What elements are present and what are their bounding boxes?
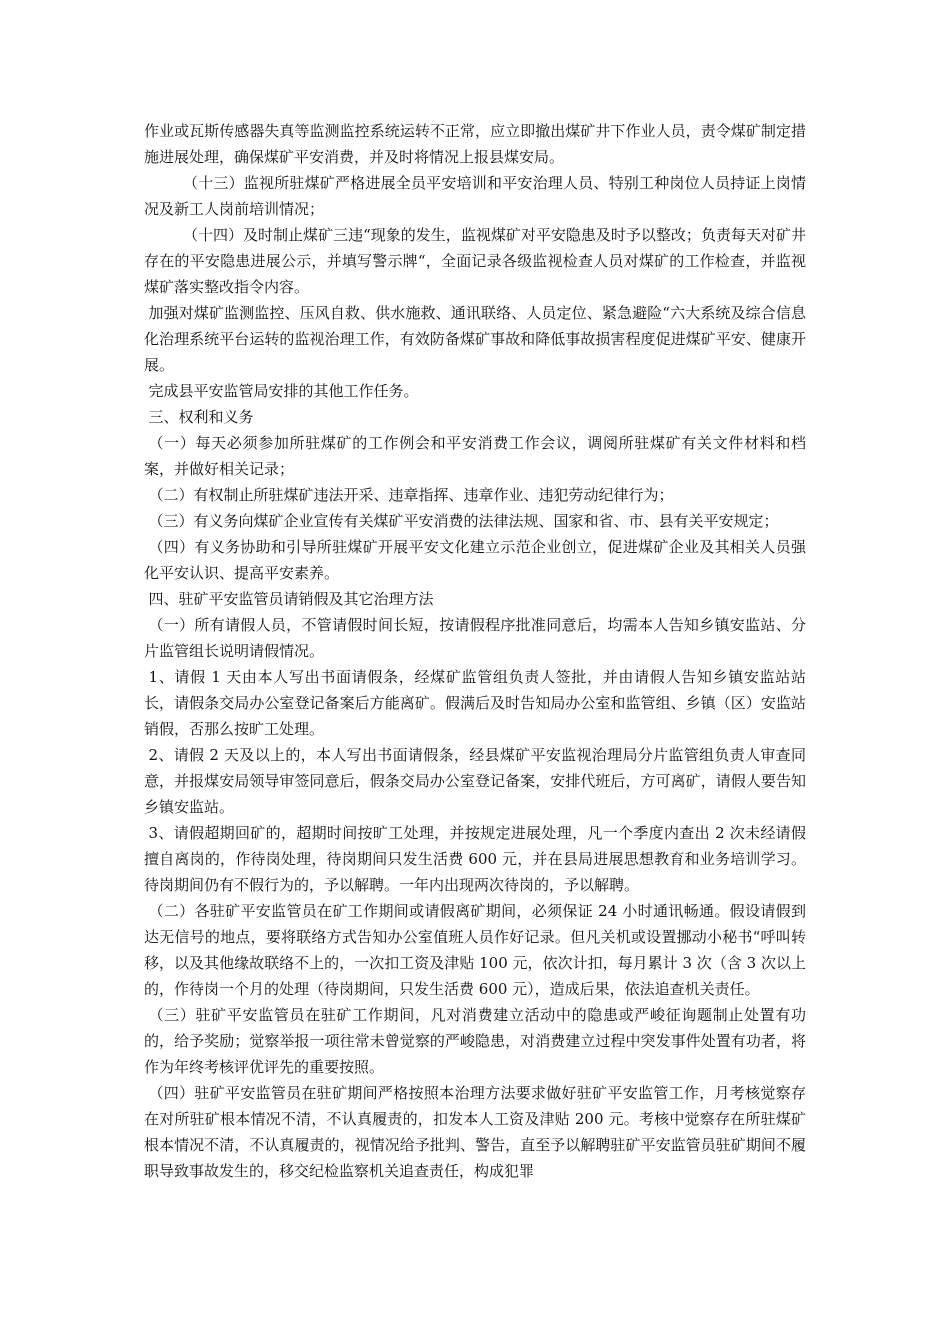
section-heading: 三、权利和义务 [148,408,254,426]
paragraph: （十三）监视所驻煤矿严格进展全员平安培训和平安治理人员、特别工种岗位人员持证上岗情况及新工人岗前培训情况； [144,174,806,218]
paragraph: 1、请假 1 天由本人写出书面请假条，经煤矿监管组负责人签批，并由请假人告知乡镇安监站站长，请假条交局办公室登记备案后方能离矿。假满后及时告知局办公室和监管组、乡镇（区）安监站销假，否那么按旷工处理。 [144,668,806,738]
paragraph: 加强对煤矿监测监控、压风自救、供水施救、通讯联络、人员定位、紧急避险“六大系统及综合信息化治理系统平台运转的监视治理工作，有效防备煤矿事故和降低事故损害程度促进煤矿平安、健康开展。 [144,304,806,374]
paragraph: （一）每天必须参加所驻煤矿的工作例会和平安消费工作会议，调阅所驻煤矿有关文件材料和档案，并做好相关记录； [144,434,806,478]
paragraph: 完成县平安监管局安排的其他工作任务。 [148,382,419,400]
paragraph: （一）所有请假人员，不管请假时间长短，按请假程序批准同意后，均需本人告知乡镇安监站、分片监管组长说明请假情况。 [144,616,806,660]
paragraph: （二）各驻矿平安监管员在矿工作期间或请假离矿期间，必须保证 24 小时通讯畅通。假设请假到达无信号的地点，要将联络方式告知办公室值班人员作好记录。但凡关机或设置挪动小秘书“呼叫转移，以及其他缘故联络不上的，一次扣工资及津贴 100 元，依次计扣，每月累计 3 次（含 3 次以上的，作待岗一个月的处理（待岗期间，只发生活费 600 元），造成后果，依法追查机关责任。 [144,902,806,998]
paragraph: 作业或瓦斯传感器失真等监测监控系统运转不正常，应立即撤出煤矿井下作业人员，责令煤矿制定措施进展处理，确保煤矿平安消费，并及时将情况上报县煤安局。 [144,122,806,166]
paragraph: （十四）及时制止煤矿三违“现象的发生，监视煤矿对平安隐患及时予以整改；负责每天对矿井存在的平安隐患进展公示，并填写警示牌“，全面记录各级监视检查人员对煤矿的工作检查，并监视煤矿落实整改指令内容。 [144,226,806,296]
paragraph: （二）有权制止所驻煤矿违法开采、违章指挥、违章作业、违犯劳动纪律行为； [148,486,674,504]
paragraph: （三）有义务向煤矿企业宣传有关煤矿平安消费的法律法规、国家和省、市、县有关平安规定； [148,512,779,530]
document-page [144,118,806,1184]
paragraph: （三）驻矿平安监管员在驻矿工作期间，凡对消费建立活动中的隐患或严峻征询题制止处置有功的，给予奖励；觉察举报一项往常未曾觉察的严峻隐患，对消费建立过程中突发事件处置有功者，将作为年终考核评优评先的重要按照。 [144,1006,806,1076]
paragraph: 3、请假超期回矿的，超期时间按旷工处理，并按规定进展处理，凡一个季度内查出 2 次未经请假擅自离岗的，作待岗处理，待岗期间只发生活费 600 元，并在县局进展思想教育和业务培训学习。待岗期间仍有不假行为的，予以解聘。一年内出现两次待岗的，予以解聘。 [144,824,806,894]
section-heading: 四、驻矿平安监管员请销假及其它治理方法 [148,590,434,608]
paragraph: （四）有义务协助和引导所驻煤矿开展平安文化建立示范企业创立，促进煤矿企业及其相关人员强化平安认识、提高平安素养。 [144,538,806,582]
paragraph: 2、请假 2 天及以上的，本人写出书面请假条，经县煤矿平安监视治理局分片监管组负责人审查同意，并报煤安局领导审签同意后，假条交局办公室登记备案，安排代班后，方可离矿，请假人要告知乡镇安监站。 [144,746,806,816]
paragraph: （四）驻矿平安监管员在驻矿期间严格按照本治理方法要求做好驻矿平安监管工作，月考核觉察存在对所驻矿根本情况不清，不认真履责的，扣发本人工资及津贴 200 元。考核中觉察存在所驻煤矿根本情况不清，不认真履责的，视情况给予批判、警告，直至予以解聘驻矿平安监管员驻矿期间不履职导致事故发生的，移交纪检监察机关追查责任，构成犯罪 [144,1084,806,1180]
